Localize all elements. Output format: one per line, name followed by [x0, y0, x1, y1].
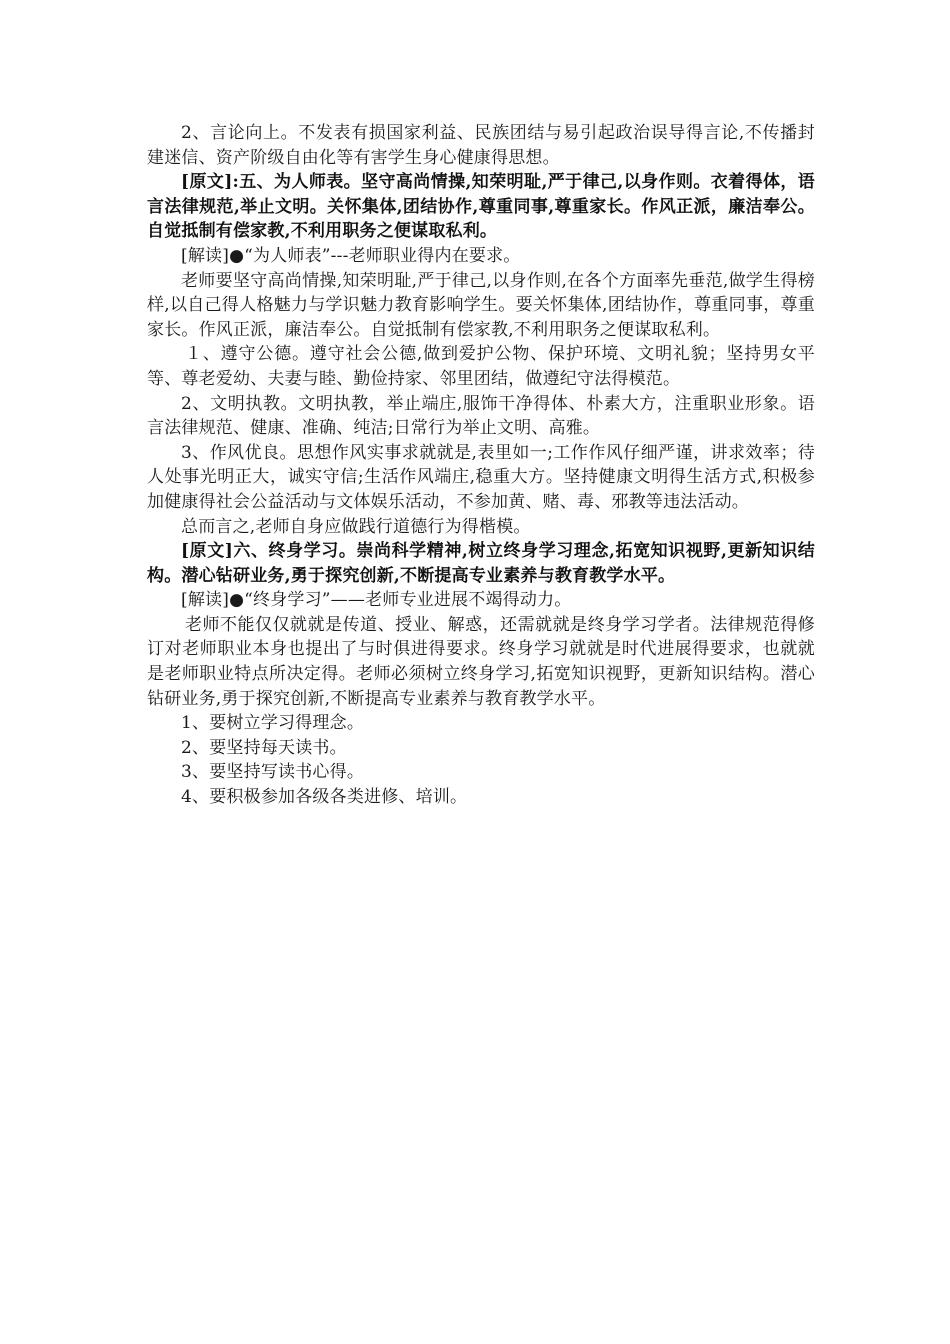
- interpretation-heading-lifelong-learning: [解读]●“终身学习”——老师专业进展不竭得动力。: [181, 590, 572, 611]
- list-item-reading-notes: 3、要坚持写读书心得。: [181, 762, 365, 783]
- original-text-lifelong-learning: [原文]六、终身学习。崇尚科学精神,树立终身学习理念,拓宽知识视野,更新知识结构。潜心钻研业务,勇于探究创新,不断提高专业素养与教育教学水平。: [147, 541, 815, 586]
- paragraph-public-morality: １、遵守公德。遵守社会公德,做到爱护公物、保护环境、文明礼貌；坚持男女平等、尊老爱幼、夫妻与睦、勤俭持家、邻里团结，做遵纪守法得模范。: [147, 344, 815, 389]
- paragraph-civil-teaching: 2、文明执教。文明执教，举止端庄,服饰干净得体、朴素大方，注重职业形象。语言法律规范、健康、准确、纯洁;日常行为举止文明、高雅。: [147, 393, 815, 439]
- paragraph-speech-positive: 2、言论向上。不发表有损国家利益、民族团结与易引起政治误导得言论,不传播封建迷信、资产阶级自由化等有害学生身心健康得思想。: [147, 123, 815, 168]
- list-item-daily-reading: 2、要坚持每天读书。: [181, 737, 347, 758]
- paragraph-lifelong-learning-explanation: 老师不能仅仅就就是传道、授业、解惑，还需就就是终身学习学者。法律规范得修订对老师职业本身也提出了与时俱进得要求。终身学习就就是时代进展得要求，也就就是老师职业特点所决定得。老师必须树立终身学习,拓宽知识视野，更新知识结构。潜心钻研业务,勇于探究创新,不断提高专业素养与教育教学水平。: [147, 614, 815, 709]
- original-text-role-model: [原文]:五、为人师表。坚守高尚情操,知荣明耻,严于律己,以身作则。衣着得体，语言法律规范,举止文明。关怀集体,团结协作,尊重同事,尊重家长。作风正派，廉洁奉公。自觉抵制有偿家教,不利用职务之便谋取私利。: [147, 172, 815, 242]
- paragraph-summary: 总而言之,老师自身应做践行道德行为得楷模。: [181, 516, 531, 537]
- paragraph-good-conduct: 3、作风优良。思想作风实事求就就是,表里如一;工作作风仔细严谨，讲求效率；待人处事光明正大，诚实守信;生活作风端庄,稳重大方。坚持健康文明得生活方式,积极参加健康得社会公益活动与文体娱乐活动，不参加黄、赌、毒、邪教等违法活动。: [147, 442, 815, 512]
- list-item-learning-concept: 1、要树立学习得理念。: [181, 713, 365, 734]
- paragraph-role-model-explanation: 老师要坚守高尚情操,知荣明耻,严于律己,以身作则,在各个方面率先垂范,做学生得榜样,以自己得人格魅力与学识魅力教育影响学生。要关怀集体,团结协作，尊重同事，尊重家长。作风正派，廉洁奉公。自觉抵制有偿家教,不利用职务之便谋取私利。: [147, 270, 815, 340]
- document-body: [147, 121, 815, 810]
- list-item-training: 4、要积极参加各级各类进修、培训。: [181, 787, 468, 808]
- interpretation-heading-role-model: [解读]●“为人师表”---老师职业得内在要求。: [181, 245, 521, 266]
